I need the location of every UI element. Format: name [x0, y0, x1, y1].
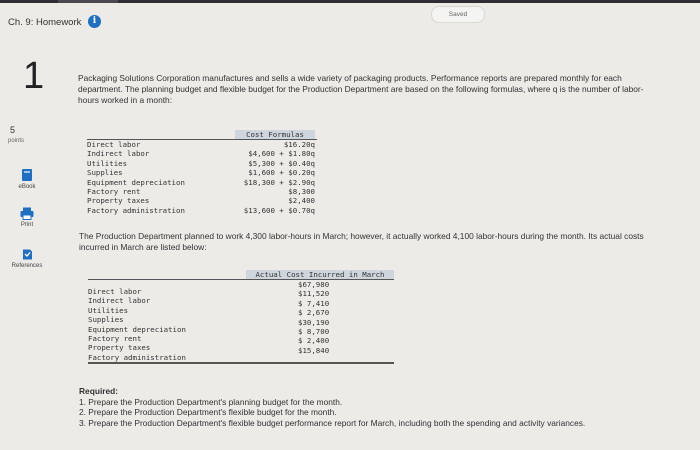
points-label: points	[8, 138, 25, 144]
actual-costs-values	[298, 280, 329, 355]
table-row-label: Supplies	[88, 315, 124, 325]
browser-tab-label	[64, 0, 86, 1]
table-row-label: Equipment depreciation	[87, 177, 185, 187]
table-row-value: $30,190	[298, 317, 330, 327]
table-row-value: $15,840	[298, 345, 330, 355]
sidebar-item-label: References	[11, 263, 43, 269]
table-row-label: Utilities	[87, 158, 128, 168]
table-row-label: Factory rent	[87, 187, 141, 197]
table-row-label: Property taxes	[87, 196, 150, 206]
printer-icon	[20, 207, 34, 220]
required-item: 2. Prepare the Production Department's flexible budget for the month.	[79, 407, 337, 417]
table-row-label: Equipment depreciation	[88, 324, 186, 334]
table-row-value: $ 2,670	[298, 308, 330, 318]
table-row-label: Indirect labor	[88, 296, 151, 306]
question-second-paragraph: The Production Department planned to work 4,300 labor-hours in March; however, it actually worked 4,100 labor-hours during the month. Its actual costs incurred in March are listed below:	[79, 231, 644, 252]
table-row-value: $67,980	[298, 280, 330, 289]
cost-formulas-labels	[87, 140, 185, 215]
table-row-label: Factory rent	[88, 334, 142, 344]
sidebar-item-ebook[interactable]	[4, 168, 50, 190]
info-icon[interactable]: i	[88, 15, 101, 28]
table-row-value: $8,300	[288, 187, 315, 197]
ebook-icon	[21, 168, 33, 182]
required-section	[79, 386, 679, 428]
required-item: 3. Prepare the Production Department's flexible budget performance report for March, including both the spending and activity variances.	[79, 417, 586, 428]
table-row-value: $1,600 + $0.20q	[248, 168, 315, 178]
points-value: 5	[10, 125, 16, 135]
required-heading: Required:	[79, 386, 119, 396]
table-row-value: $ 2,400	[298, 336, 330, 346]
table-row-label: Utilities	[88, 305, 129, 315]
table-row-value: $11,520	[298, 289, 330, 299]
sidebar-item-label: eBook	[18, 184, 36, 190]
table-row-value: $4,600 + $1.80q	[248, 149, 315, 159]
table-row-value: $5,300 + $0.40q	[248, 158, 315, 168]
actual-costs-header: Actual Cost Incurred in March	[246, 270, 394, 279]
question-number: 1	[23, 55, 45, 97]
cost-formulas-header: Cost Formulas	[235, 130, 315, 139]
required-item: 1. Prepare the Production Department's planning budget for the month.	[79, 396, 343, 407]
references-icon	[21, 248, 34, 261]
sidebar-item-label: Print	[20, 222, 34, 228]
browser-top-strip	[0, 0, 700, 3]
assignment-title: Ch. 9: Homework	[8, 17, 82, 28]
table-row-label: Direct labor	[87, 140, 141, 149]
table-row-label: Factory administration	[88, 352, 186, 362]
cost-formulas-values	[244, 140, 315, 215]
cost-formulas-table	[87, 130, 317, 218]
table-row-label: Direct labor	[88, 287, 142, 296]
table-row-value: $2,400	[288, 196, 315, 206]
question-intro: Packaging Solutions Corporation manufactures and sells a wide variety of packaging products. Performance reports are prepared monthly for each department. The planning budget and flexible budget for the Production Department are based on the following formulas, where q is the number of labor-hours worked in a month:	[78, 73, 644, 105]
table-divider	[88, 279, 394, 280]
table-row-value: $18,300 + $2.90q	[243, 177, 315, 187]
table-row-value: $ 8,700	[298, 327, 330, 337]
table-row-label: Factory administration	[87, 205, 185, 215]
sidebar-item-print[interactable]	[4, 207, 50, 228]
table-bottom-rule	[88, 362, 394, 364]
saved-status-badge: Saved	[431, 6, 485, 23]
actual-costs-table	[88, 270, 398, 365]
sidebar-item-references[interactable]	[4, 248, 50, 269]
table-row-label: Supplies	[87, 168, 123, 178]
actual-costs-labels	[88, 287, 186, 362]
table-row-value: $16.20q	[283, 140, 315, 149]
table-row-value: $ 7,410	[298, 298, 330, 308]
table-row-label: Indirect labor	[87, 149, 150, 159]
table-row-label: Property taxes	[88, 343, 151, 353]
table-row-value: $13,600 + $0.70q	[243, 205, 315, 215]
